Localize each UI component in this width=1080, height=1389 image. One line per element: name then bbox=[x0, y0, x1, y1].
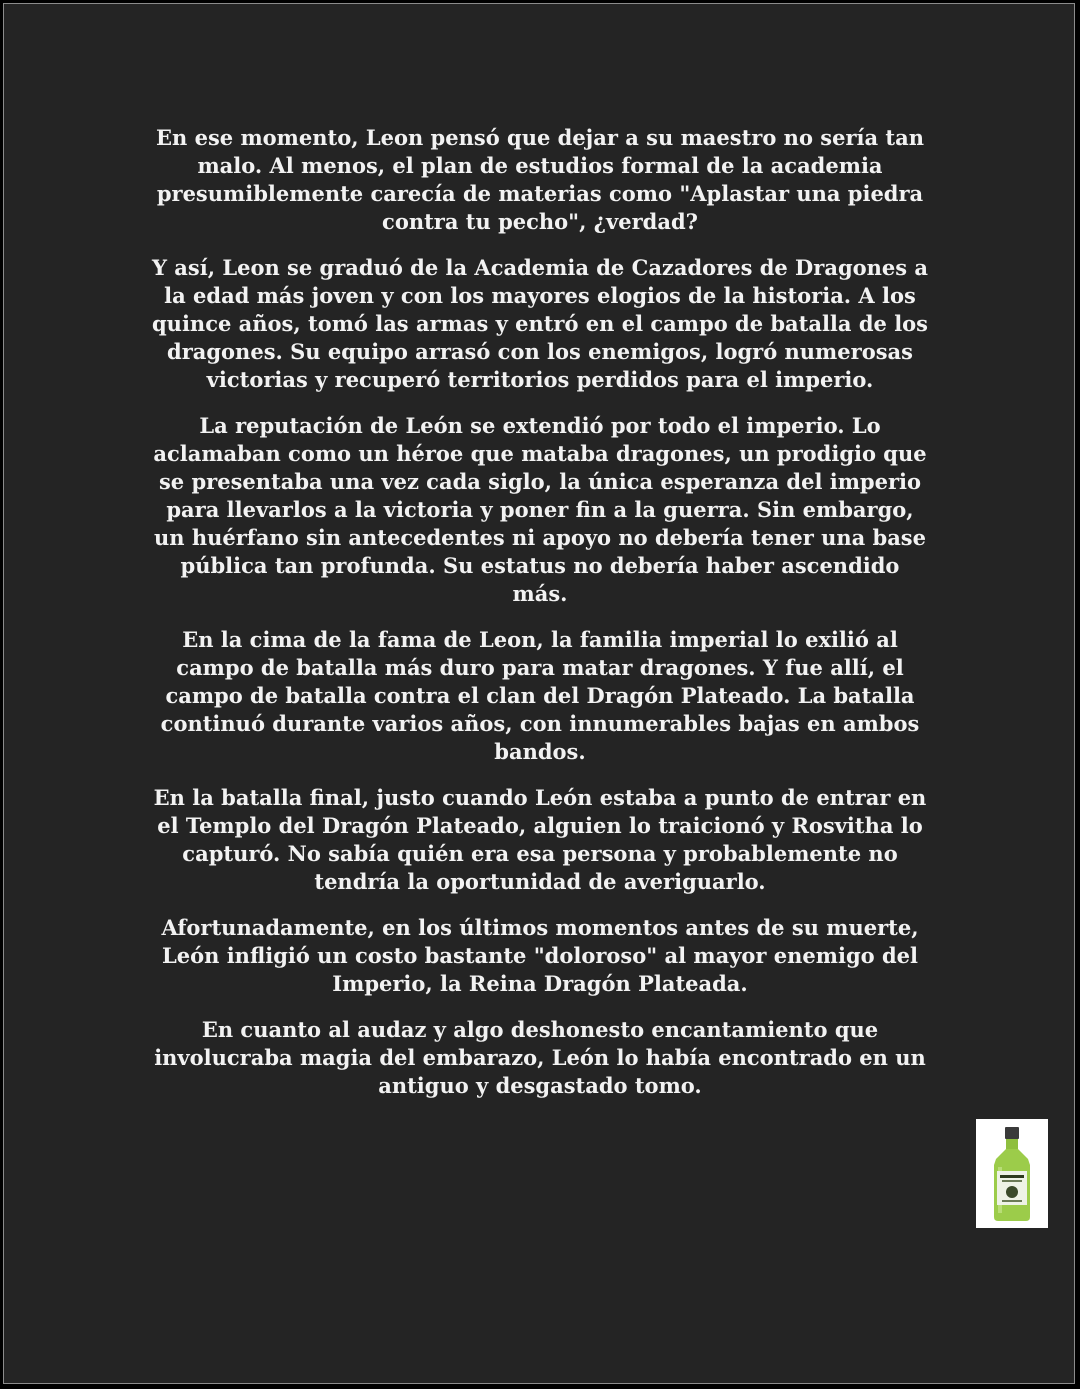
paragraph-2: Y así, Leon se graduó de la Academia de Cazadores de Dragones a la edad más joven y con los mayores elogios de la historia. A los quince años, tomó las armas y entró en el campo de batalla de los dragones. Su equipo arrasó con los enemigos, logró numerosas victorias y recuperó territorios perdidos para el imperio. bbox=[151, 255, 928, 392]
paragraph-4: En la cima de la fama de Leon, la familia imperial lo exilió al campo de batalla más duro para matar dragones. Y fue allí, el campo de batalla contra el clan del Dragón Plateado. La batalla continuó durante varios años, con innumerables bajas en ambos bandos. bbox=[160, 627, 920, 764]
paragraph-1: En ese momento, Leon pensó que dejar a su maestro no sería tan malo. Al menos, el plan de estudios formal de la academia presumiblemente carecía de materias como "Aplastar una piedra contra tu pecho", ¿verdad? bbox=[156, 125, 924, 234]
paragraph-6: Afortunadamente, en los últimos momentos antes de su muerte, León infligió un costo bastante "doloroso" al mayor enemigo del Imperio, la Reina Dragón Plateada. bbox=[161, 915, 919, 996]
bottle-thumbnail[interactable] bbox=[976, 1119, 1048, 1228]
paragraph-5: En la batalla final, justo cuando León estaba a punto de entrar en el Templo del Dragón Plateado, alguien lo traicionó y Rosvitha lo capturó. No sabía quién era esa persona y probablemente no tendría la oportunidad de averiguarlo. bbox=[153, 785, 927, 894]
green-bottle-icon bbox=[976, 1119, 1048, 1228]
story-text bbox=[150, 124, 930, 1118]
paragraph-3: La reputación de León se extendió por todo el imperio. Lo aclamaban como un héroe que mataba dragones, un prodigio que se presentaba una vez cada siglo, la única esperanza del imperio para llevarlos a la victoria y poner fin a la guerra. Sin embargo, un huérfano sin antecedentes ni apoyo no debería tener una base pública tan profunda. Su estatus no debería haber ascendido más. bbox=[153, 413, 927, 606]
paragraph-7: En cuanto al audaz y algo deshonesto encantamiento que involucraba magia del embarazo, León lo había encontrado en un antiguo y desgastado tomo. bbox=[154, 1017, 926, 1098]
